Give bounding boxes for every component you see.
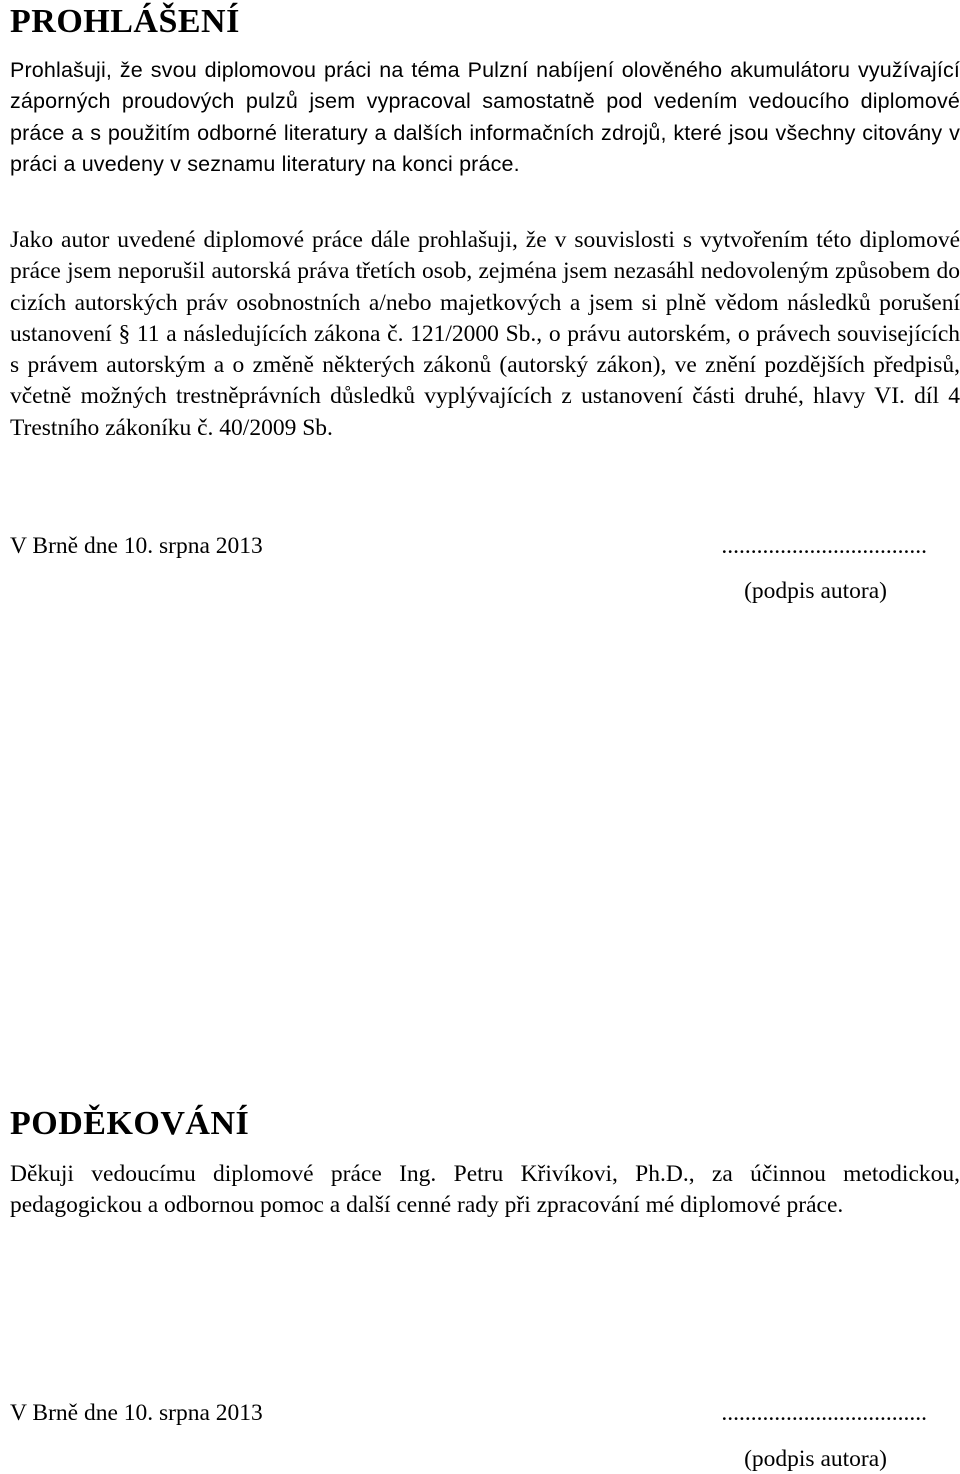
declaration-signature-line: ................................... xyxy=(721,533,927,559)
acknowledgement-signature-line: ................................... xyxy=(721,1400,927,1426)
declaration-date: V Brně dne 10. srpna 2013 xyxy=(10,533,263,559)
acknowledgement-paragraph: Děkuji vedoucímu diplomové práce Ing. Petru Křivíkovi, Ph.D., za účinnou metodickou, pedagogickou a odbornou pomoc a další cenné rady při zpracování mé diplomové práce. xyxy=(10,1161,960,1219)
declaration-paragraph-1: Prohlašuji, že svou diplomovou práci na téma Pulzní nabíjení olověného akumulátoru využívající záporných proudových pulzů jsem vypracoval samostatně pod vedením vedoucího diplomové práce a s použitím odborné literatury a dalších informačních zdrojů, které jsou všechny citovány v práci a uvedeny v seznamu literatury na konci práce. xyxy=(10,58,960,176)
acknowledgement-date: V Brně dne 10. srpna 2013 xyxy=(10,1400,263,1426)
declaration-paragraph-2: Jako autor uvedené diplomové práce dále prohlašuji, že v souvislosti s vytvořením této diplomové práce jsem neporušil autorská práva třetích osob, zejména jsem nezasáhl nedovoleným způsobem do cizích autorských práv osobnostních a/nebo majetkových a jsem si plně vědom následků porušení ustanovení § 11 a následujících zákona č. 121/2000 Sb., o právu autorském, o právech souvisejících s právem autorským a o změně některých zákonů (autorský zákon), ve znění pozdějších předpisů, včetně možných trestněprávních důsledků vyplývajících z ustanovení části druhé, hlavy VI. díl 4 Trestního zákoníku č. 40/2009 Sb. xyxy=(10,227,960,441)
declaration-title: PROHLÁŠENÍ xyxy=(10,3,240,40)
acknowledgement-title: PODĚKOVÁNÍ xyxy=(10,1105,250,1142)
acknowledgement-signature-label: (podpis autora) xyxy=(744,1446,887,1472)
declaration-signature-label: (podpis autora) xyxy=(744,578,887,604)
